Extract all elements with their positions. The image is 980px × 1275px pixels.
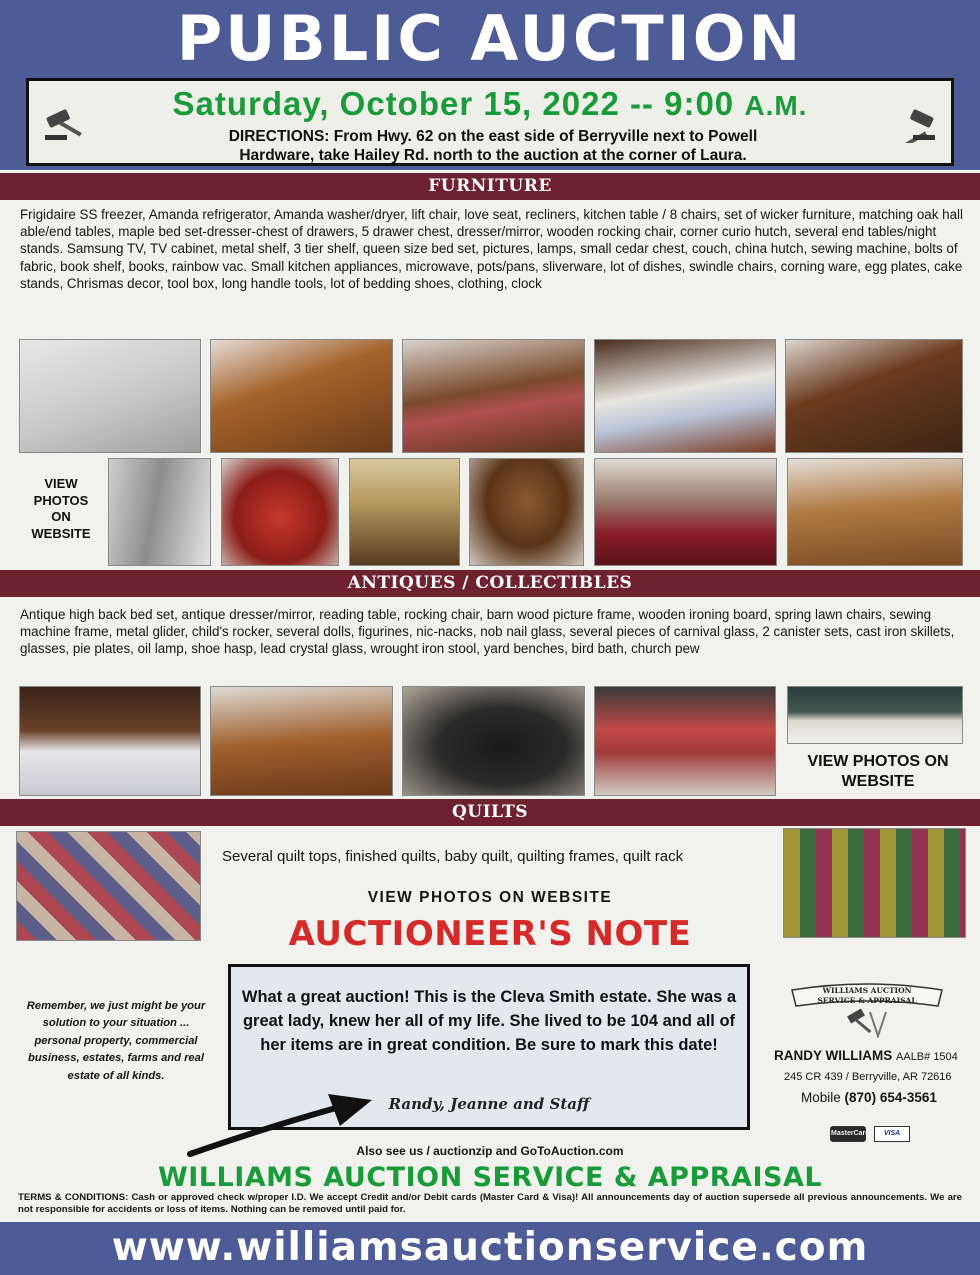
photo-antique-bed[interactable] [19, 686, 201, 796]
contact-name [774, 1048, 974, 1063]
company-name: WILLIAMS AUCTION SERVICE & APPRAISAL [157, 1162, 823, 1193]
photo-chest-of-drawers[interactable] [210, 339, 393, 453]
photo-round-table[interactable] [469, 458, 584, 566]
quilts-description: Several quilt tops, finished quilts, baby quilt, quilting frames, quilt rack [222, 848, 684, 865]
photo-lamp[interactable] [349, 458, 460, 566]
logo-line-2: SERVICE & APPRAISAL [817, 996, 917, 1005]
auctioneer-note-body: What a great auction! This is the Cleva Smith estate. She was a great lady, knew her all of my life. She lived to be 104 and all of her items are in great condition. Be sure to mark this date! [241, 988, 737, 1054]
photo-cast-iron-skillets[interactable] [402, 686, 585, 796]
directions [109, 127, 877, 165]
furniture-title: FURNITURE [428, 176, 552, 196]
contact-mobile-label: Mobile [801, 1090, 841, 1105]
page-title: PUBLIC AUCTION [176, 2, 804, 75]
company-logo [788, 980, 946, 1038]
website-link[interactable]: www.williamsauctionservice.com [111, 1225, 869, 1270]
auction-time-suffix: A.M. [744, 90, 808, 121]
view-photos-furniture[interactable]: VIEW PHOTOS ON WEBSITE [31, 476, 91, 541]
contact-license: AALB# 1504 [896, 1051, 958, 1063]
visa-icon: VISA [874, 1126, 910, 1142]
furniture-description: Frigidaire SS freezer, Amanda refrigerator, Amanda washer/dryer, lift chair, love seat, recliners, kitchen table / 8 chairs, set of wicker furniture, matching oak hall able/end tables, maple bed set-dresser-chest of drawers, 5 drawer chest, dresser/mirror, wooden rocking chair, corner curio hutch, several end tables/night stands. Samsung TV, TV cabinet, metal shelf, 3 tier shelf, queen size bed set, pictures, lamps, small cedar chest, couch, china hutch, sewing machine, bolts of fabric, book shelf, books, rainbow vac. Small kitchen appliances, microwave, pots/pans, sliverware, lot of dishes, swindle chairs, corning ware, egg plates, cake stands, Chrismas decor, tool box, long handle tools, lot of bedding shoes, clothing, clock [20, 207, 963, 291]
auctioneer-note-title: AUCTIONEER'S NOTE [288, 914, 692, 954]
auctioneer-note-signature: Randy, Jeanne and Staff [388, 1095, 590, 1113]
photo-lawn-chairs[interactable] [594, 686, 776, 796]
photo-antique-dresser[interactable] [210, 686, 393, 796]
antiques-description: Antique high back bed set, antique dresser/mirror, reading table, rocking chair, barn wood picture frame, wooden ironing board, spring lawn chairs, sewing machine frame, metal glider, child's rocker, several dolls, figurines, nic-nacks, nob nail glass, several pieces of carnival glass, 2 canister sets, cast iron skillets, glasses, pie plates, oil lamp, shoe hasp, lead crystal glass, wrought iron stool, yard benches, bird bath, church pew [20, 607, 955, 657]
photo-quilt-right[interactable] [783, 828, 966, 938]
antiques-title: ANTIQUES / COLLECTIBLES [347, 573, 633, 593]
view-photos-quilts[interactable]: VIEW PHOTOS ON WEBSITE [367, 889, 613, 906]
photo-kitchen-table[interactable] [402, 339, 585, 453]
directions-line-1: DIRECTIONS: From Hwy. 62 on the east side of Berryville next to Powell [228, 128, 758, 145]
auction-date-text: Saturday, October 15, 2022 -- 9:00 [172, 85, 735, 122]
photo-washer-dryer[interactable] [19, 339, 201, 453]
photo-quilt-left[interactable] [16, 831, 201, 941]
contact-name-text: RANDY WILLIAMS [774, 1048, 893, 1063]
also-see-links[interactable]: Also see us / auctionzip and GoToAuction.com [356, 1144, 624, 1158]
contact-mobile[interactable] [801, 1090, 977, 1105]
photo-carnival-glass[interactable] [787, 686, 963, 744]
photo-china-hutch[interactable] [785, 339, 963, 453]
photo-hall-table[interactable] [787, 458, 963, 566]
photo-couch[interactable] [594, 458, 777, 566]
view-photos-antiques[interactable]: VIEW PHOTOS ON WEBSITE [807, 753, 949, 790]
directions-line-2: Hardware, take Hailey Rd. north to the auction at the corner of Laura. [239, 147, 747, 164]
terms-and-conditions: TERMS & CONDITIONS: Cash or approved check w/proper I.D. We accept Credit and/or Debit cards (Master Card & Visa)! All announcements day of auction supersede all previous announcements. We are not responsible for accidents or loss of items. Nothing can be removed until paid for. [18, 1192, 962, 1215]
logo-line-1: WILLIAMS AUCTION [822, 986, 912, 995]
contact-mobile-number[interactable]: (870) 654-3561 [844, 1090, 937, 1105]
photo-freezer[interactable] [108, 458, 211, 566]
mastercard-icon: MasterCard [830, 1126, 866, 1142]
photo-wicker-loveseat[interactable] [594, 339, 776, 453]
photo-red-chair[interactable] [221, 458, 339, 566]
remember-tagline: Remember, we just might be your solution to your situation ... personal property, commercial business, estates, farms and real estate of all kinds. [26, 1000, 206, 1082]
contact-address: 245 CR 439 / Berryville, AR 72616 [784, 1071, 952, 1083]
quilts-title: QUILTS [451, 802, 529, 822]
auction-date [29, 85, 951, 123]
date-directions-box [26, 78, 954, 166]
